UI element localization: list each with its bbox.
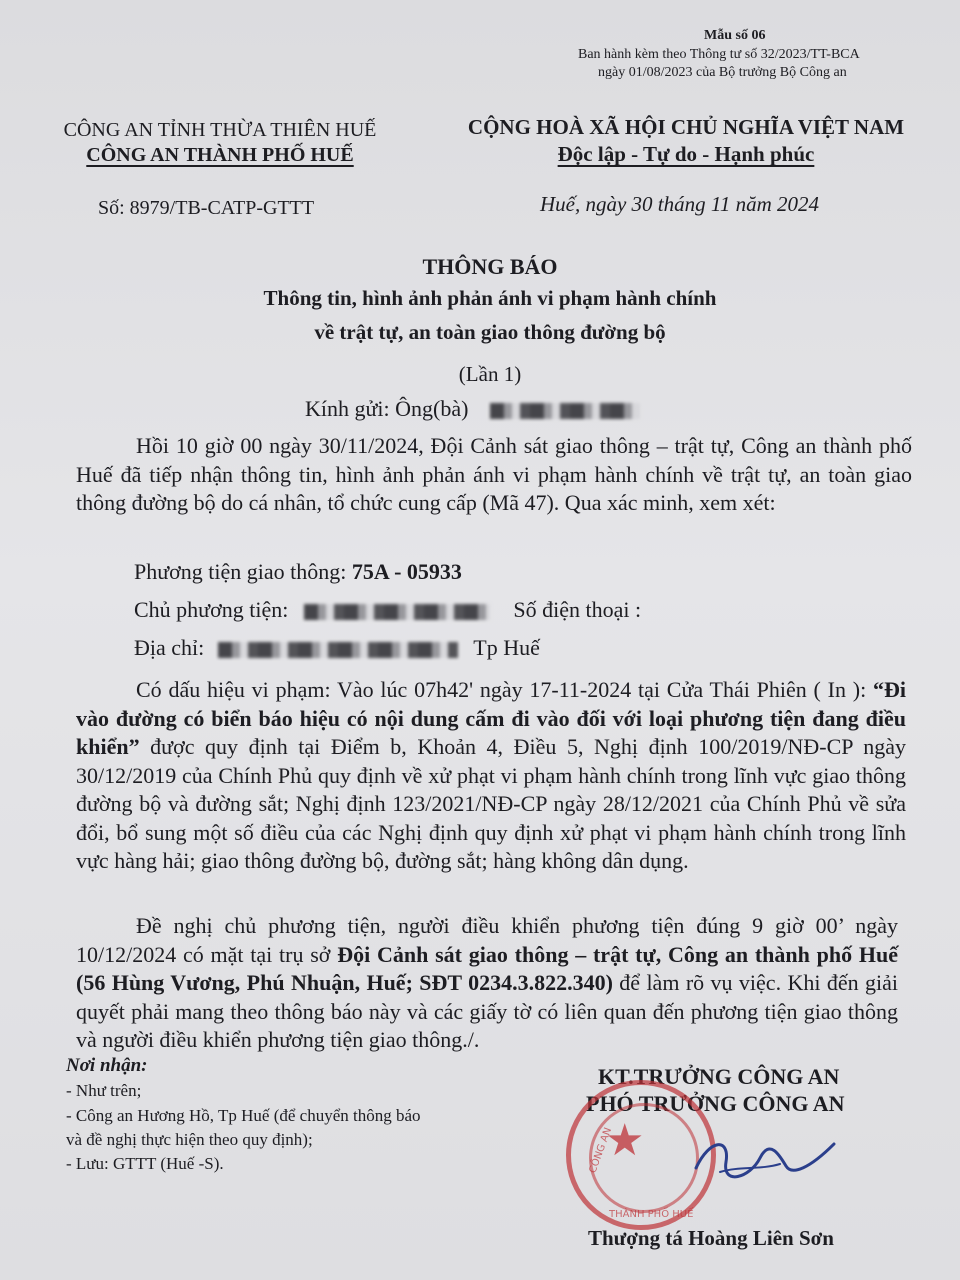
form-issued-date: ngày 01/08/2023 của Bộ trưởng Bộ Công an <box>598 65 847 80</box>
redacted-owner-name <box>304 604 490 620</box>
request-rest: để làm rõ vụ việc. Khi đến giải quyết phải mang theo thông báo này và các giấy tờ có liên quan đến phương tiện giao thông và người điều khiển phương tiện giao thông./. <box>76 970 898 1052</box>
star-icon: ★ <box>605 1116 645 1165</box>
agency-name: CÔNG AN THÀNH PHỐ HUẾ <box>86 144 354 166</box>
notice-title: THÔNG BÁO <box>422 254 558 279</box>
violation-description: “Đi vào đường có biển báo hiệu có nội dung cấm đi vào đối với loại phương tiện đang điều khiển” <box>76 677 906 759</box>
form-number: Mẫu số 06 <box>704 28 766 43</box>
request-prefix: Đề nghị chủ phương tiện, người điều khiển phương tiện đúng 9 giờ 00’ ngày 10/12/2024 có mặt tại trụ sở <box>76 913 898 967</box>
vehicle-plate: 75A - 05933 <box>351 559 462 584</box>
request-paragraph <box>76 912 898 1055</box>
owner-label: Chủ phương tiện: <box>134 597 289 622</box>
recipients-line-3: và đề nghị thực hiện theo quy định); <box>66 1130 313 1149</box>
violation-prefix: Có dấu hiệu vi phạm: Vào lúc 07h42' ngày 17-11-2024 tại Cửa Thái Phiên ( In ): <box>136 677 873 702</box>
redacted-address <box>218 642 458 658</box>
place-date: Huế, ngày 30 tháng 11 năm 2024 <box>540 192 819 216</box>
document-number: Số: 8979/TB-CATP-GTTT <box>98 197 315 219</box>
recipients-heading: Nơi nhận: <box>66 1055 148 1076</box>
violation-paragraph <box>76 676 906 876</box>
notice-round: (Lần 1) <box>458 362 522 386</box>
phone-label: Số điện thoại : <box>513 597 642 622</box>
agency-header <box>30 118 410 168</box>
request-location: Đội Cảnh sát giao thông – trật tự, Công an thành phố Huế (56 Hùng Vương, Phú Nhuận, Huế; SĐT 0234.3.822.340) <box>76 941 899 995</box>
recipient-label: Kính gửi: Ông(bà) <box>305 396 469 421</box>
recipients-line-1: - Như trên; <box>66 1081 142 1100</box>
signature-line-2: PHÓ TRƯỞNG CÔNG AN <box>586 1091 845 1116</box>
seal-text-top: CÔNG AN <box>587 1126 615 1175</box>
nation-title: CỘNG HOÀ XÃ HỘI CHỦ NGHĨA VIỆT NAM <box>467 115 905 139</box>
violation-legal-basis: được quy định tại Điểm b, Khoản 4, Điều 5, Nghị định 100/2019/NĐ-CP ngày 30/12/2019 của Chính Phủ quy định về xử phạt vi phạm hành chính trong lĩnh vực giao thông đường bộ và đường sắt; Nghị định 123/2021/NĐ-CP ngày 28/12/2021 của Chính Phủ về sửa đổi, bổ sung một số điều của các Nghị định quy định xử phạt vi phạm hành chính trong lĩnh vực hàng hải; giao thông đường bộ, đường sắt; hàng không dân dụng. <box>76 734 906 873</box>
handwritten-signature <box>690 1128 840 1188</box>
vehicle-label: Phương tiện giao thông: <box>134 559 352 584</box>
recipients-line-2: - Công an Hương Hồ, Tp Huế (để chuyển thông báo <box>66 1106 421 1125</box>
notice-subtitle-2: về trật tự, an toàn giao thông đường bộ <box>314 320 666 344</box>
signer-name: Thượng tá Hoàng Liên Sơn <box>588 1226 834 1250</box>
intro-paragraph: Hồi 10 giờ 00 ngày 30/11/2024, Đội Cảnh sát giao thông – trật tự, Công an thành phố Huế đã tiếp nhận thông tin, hình ảnh phản ánh vi phạm hành chính về trật tự, an toàn giao thông đường bộ do cá nhân, tổ chức cung cấp (Mã 47). Qua xác minh, xem xét: <box>76 433 912 515</box>
recipient-line <box>305 395 640 423</box>
address-city: Tp Huế <box>473 635 540 660</box>
owner-line <box>134 596 641 624</box>
nation-header <box>436 114 936 168</box>
signature-line-1: KT.TRƯỞNG CÔNG AN <box>598 1064 840 1089</box>
address-label: Địa chỉ: <box>134 635 205 660</box>
form-issued-with: Ban hành kèm theo Thông tư số 32/2023/TT-BCA <box>578 47 860 62</box>
seal-text-bottom: THÀNH PHỐ HUẾ <box>609 1209 694 1220</box>
vehicle-line <box>134 558 462 586</box>
notice-subtitle-1: Thông tin, hình ảnh phản ánh vi phạm hành chính <box>263 286 717 310</box>
address-line <box>134 634 540 662</box>
recipients-line-4: - Lưu: GTTT (Huế -S). <box>66 1154 224 1173</box>
redacted-recipient-name <box>490 403 640 419</box>
agency-parent: CÔNG AN TỈNH THỪA THIÊN HUẾ <box>63 119 377 141</box>
nation-motto: Độc lập - Tự do - Hạnh phúc <box>557 142 815 166</box>
